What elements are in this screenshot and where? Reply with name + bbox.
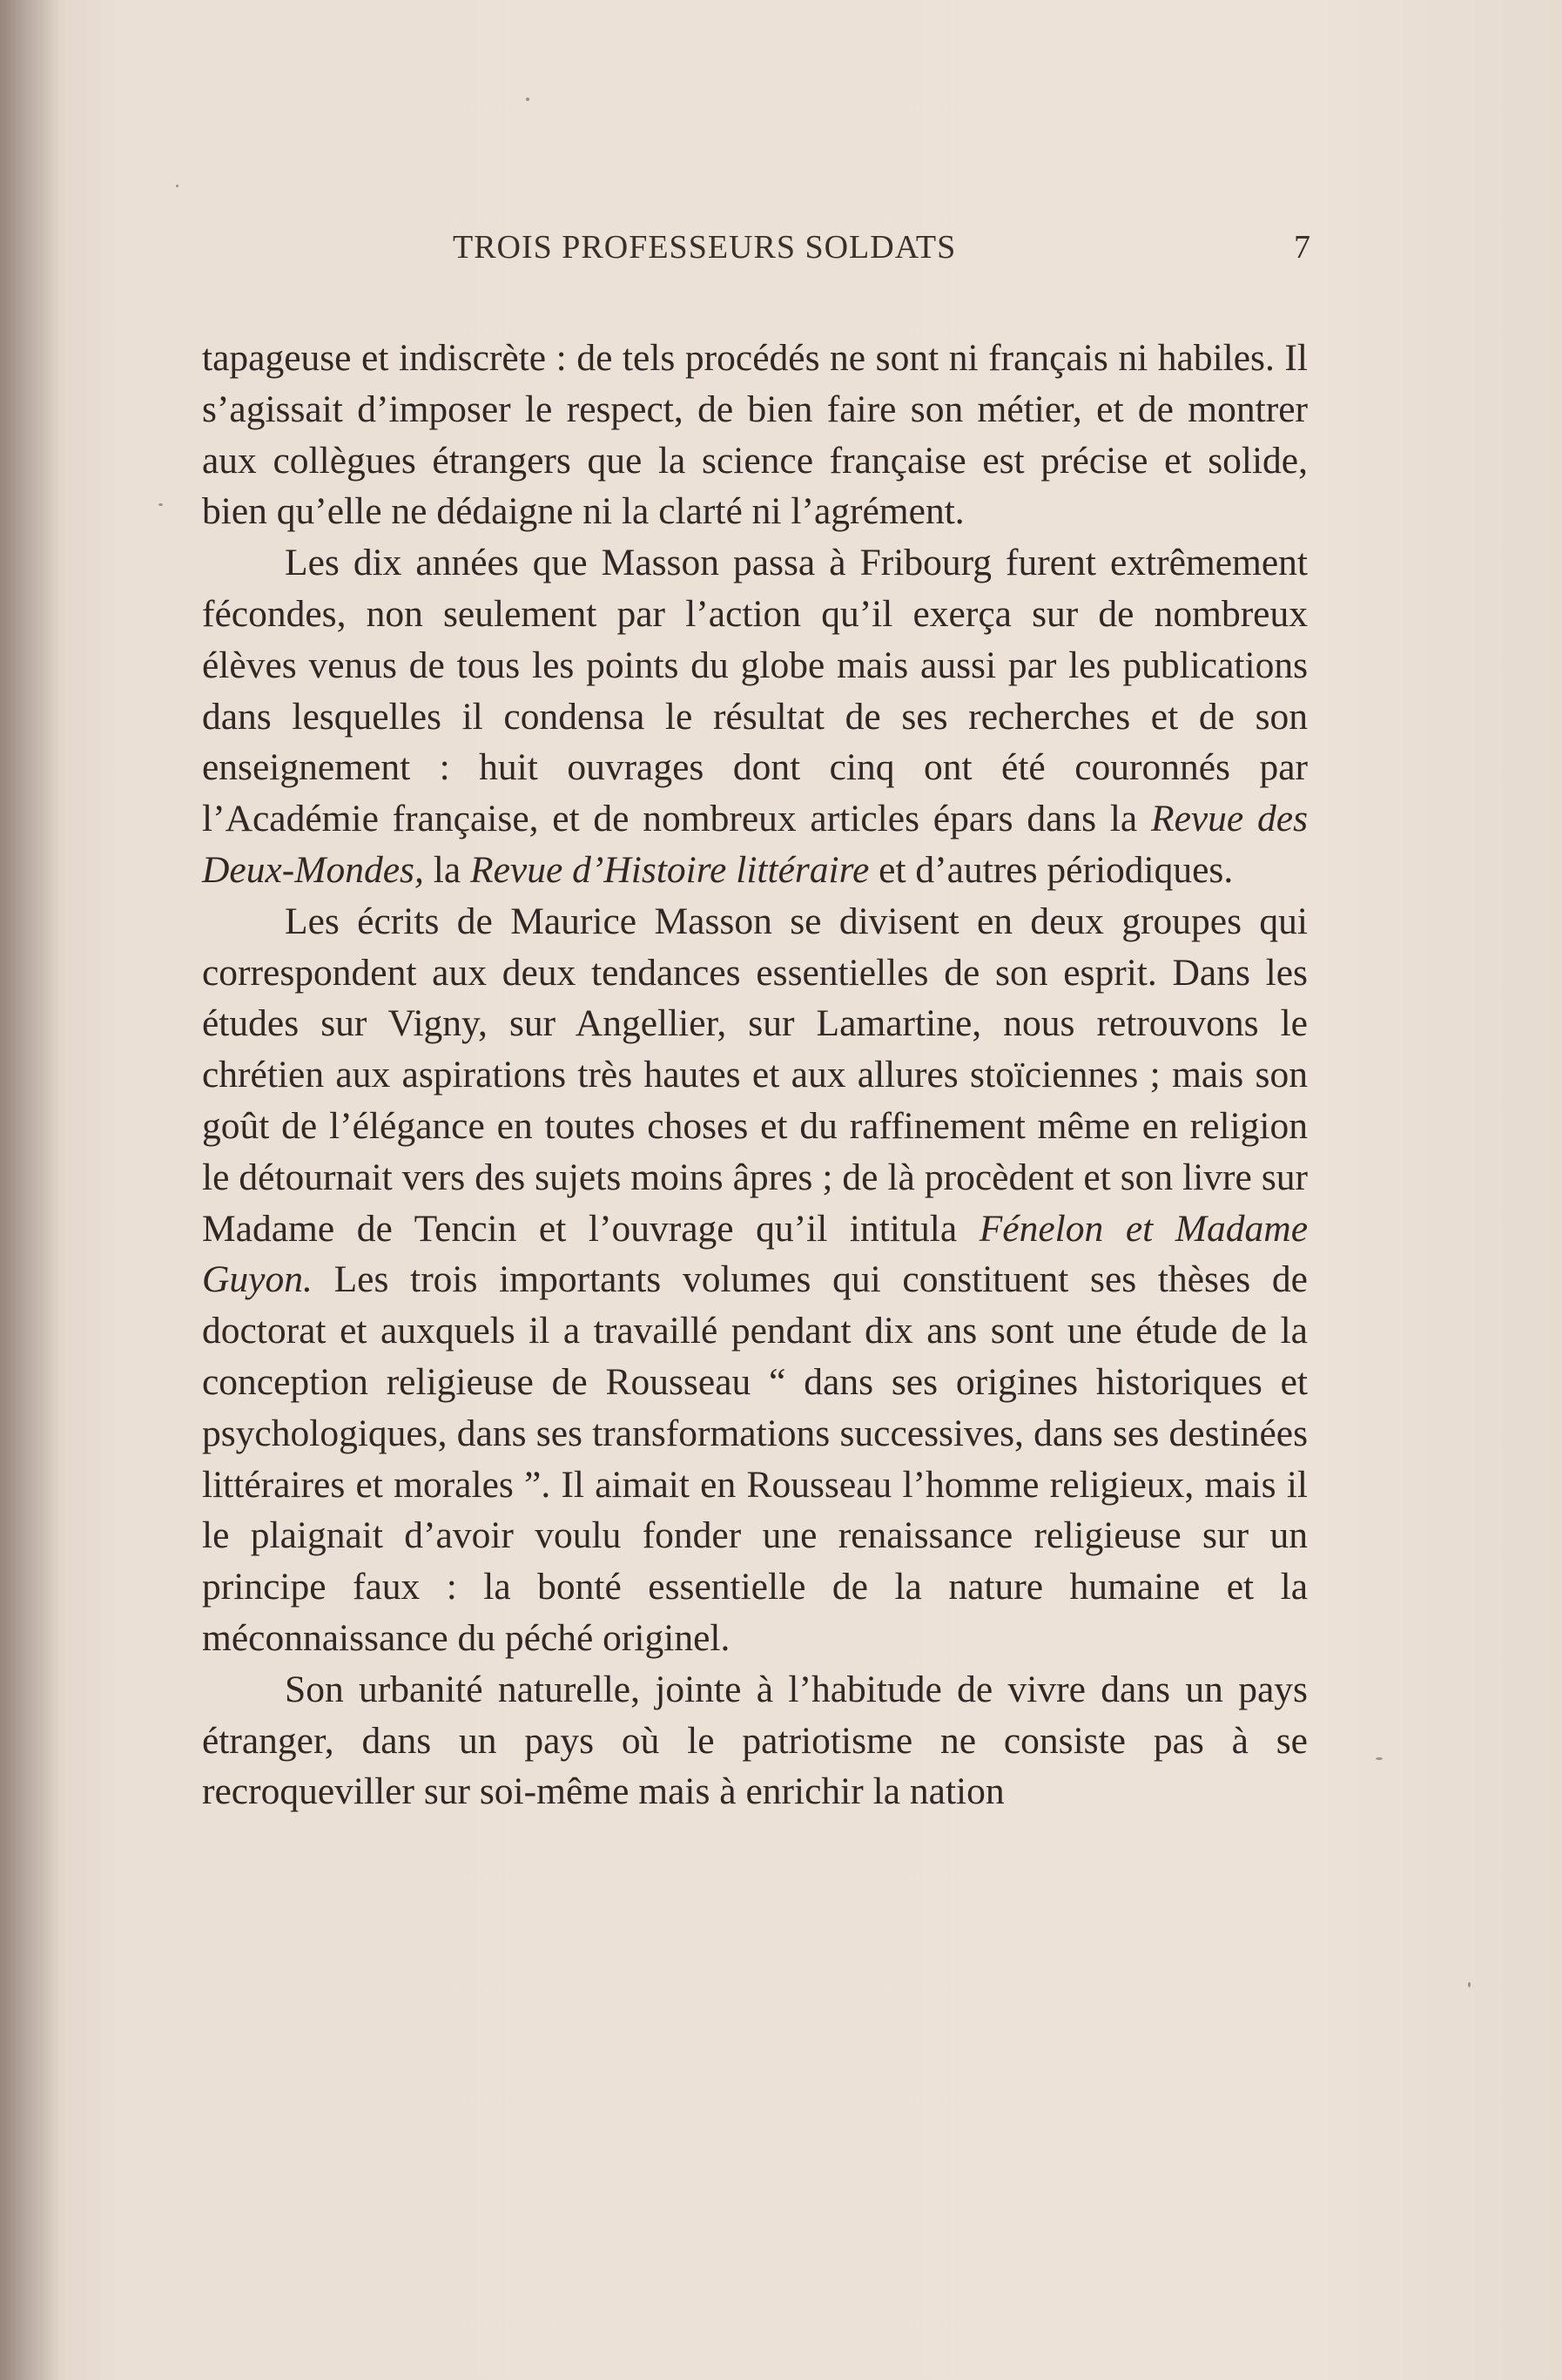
text-segment: Son urbanité naturelle, jointe à l’habitude de vivre dans un pays étranger, dans un pays où le patriotisme ne consiste pas à se recroqueviller sur soi-même mais à enrichir la nation — [202, 1668, 1308, 1813]
spine-shadow — [0, 0, 61, 2380]
journal-title: Revue d’Histoire littéraire — [470, 848, 870, 891]
paper-speck — [176, 185, 178, 187]
paper-speck — [1468, 1982, 1471, 1987]
paper-speck — [158, 503, 163, 506]
text-segment: et d’autres périodiques. — [869, 848, 1234, 891]
paragraph — [202, 333, 1308, 537]
running-head — [200, 228, 1310, 280]
paragraph — [202, 1664, 1308, 1817]
text-segment: la — [423, 848, 471, 891]
text-segment: Les dix années que Masson passa à Fribourg furent extrêmement fécondes, non seulement par l’action qu’il exerça sur de nombreux élèves venus de tous les points du globe mais aussi par les publications dans lesquelles il condensa le résultat de ses recherches et de son enseignement : huit ouvrages dont cinq ont été couronnés par l’Académie française, et de nombreux articles épars dans la — [202, 542, 1308, 840]
text-segment: tapageuse et indiscrète : de tels procédés ne sont ni français ni habiles. Il s’agissait d’imposer le respect, de bien faire son métier, et de montrer aux collègues étrangers que la science française est précise et solide, bien qu’elle ne dédaigne ni la clarté ni l’agrément. — [202, 337, 1308, 533]
paper-speck — [1376, 1757, 1383, 1760]
text-segment: Les trois importants volumes qui constituent ses thèses de doctorat et auxquels il a travaillé pendant dix ans sont une étude de la conception religieuse de Rousseau “ dans ses origines historiques et psychologiques, dans ses transformations successives, dans ses destinées littéraires et morales ”. Il aimait en Rousseau l’homme religieux, mais il le plaignait d’avoir voulu fonder une renaissance religieuse sur un principe faux : la bonté essentielle de la nature humaine et la méconnaissance du péché originel. — [202, 1258, 1308, 1659]
journal-title: Revue des Deux-Mondes, — [202, 798, 1308, 891]
paragraph — [202, 537, 1308, 896]
paragraph — [202, 896, 1308, 1664]
running-title: TROIS PROFESSEURS SOLDATS — [453, 229, 957, 266]
book-title: Fénelon et Madame Guyon. — [202, 1207, 1309, 1301]
paper-speck — [526, 98, 529, 101]
page-number: 7 — [1294, 229, 1310, 266]
text-segment: Les écrits de Maurice Masson se divisent en deux groupes qui correspondent aux deux tendances essentielles de son esprit. Dans les études sur Vigny, sur Angellier, sur Lamartine, nous retrouvons le chrétien aux aspirations très hautes et aux allures stoïciennes ; mais son goût de l’élégance en toutes choses et du raffinement même en religion le détournait vers des sujets moins âpres ; de là procèdent et son livre sur Madame de Tencin et l’ouvrage qu’il intitula — [202, 900, 1308, 1250]
body-text — [202, 333, 1308, 1817]
